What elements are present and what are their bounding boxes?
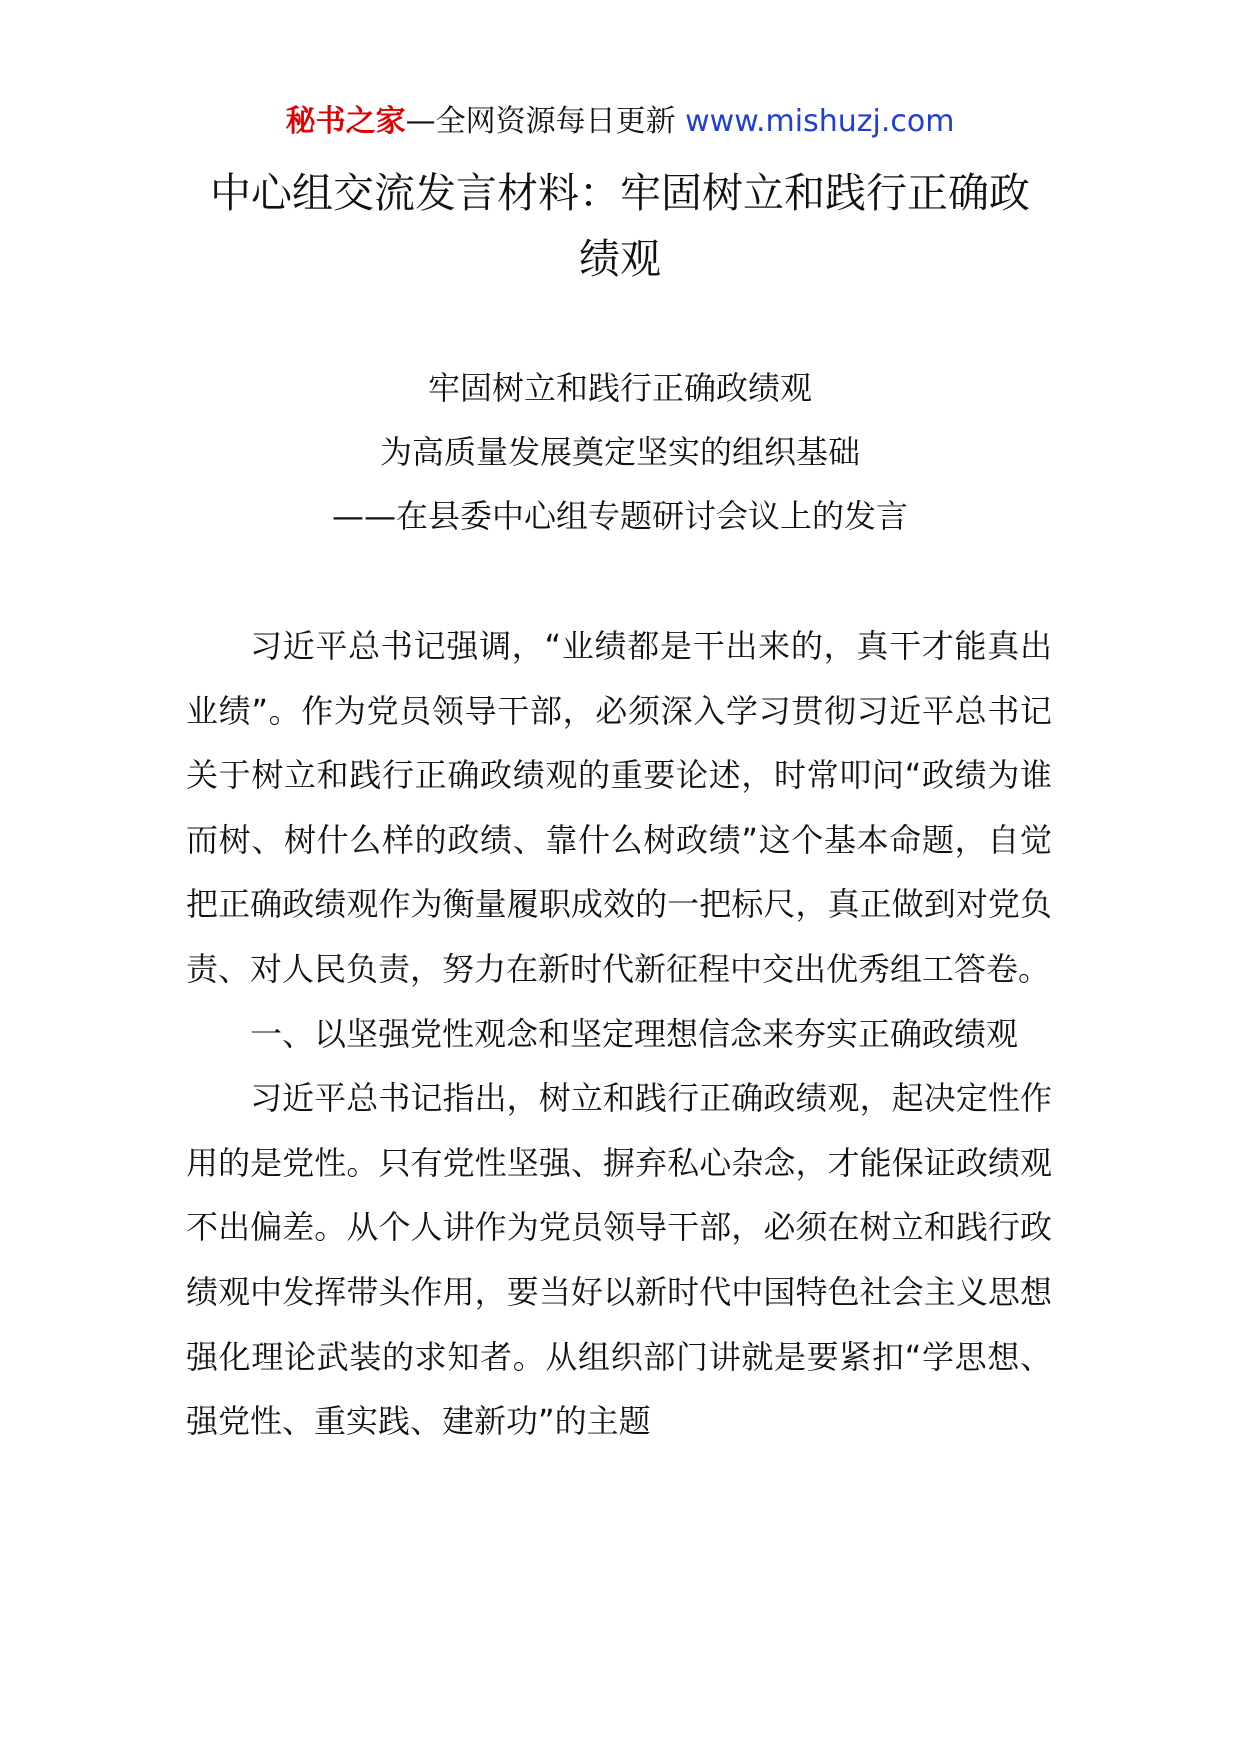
document-body — [186, 614, 1052, 1454]
document-title: 中心组交流发言材料：牢固树立和践行正确政绩观 — [210, 169, 1030, 283]
subtitle-line-1: 牢固树立和践行正确政绩观 — [427, 369, 812, 407]
section-heading-1: 一、以坚强党性观念和坚定理想信念来夯实正确政绩观 — [250, 1014, 1019, 1053]
site-header — [0, 100, 1240, 144]
document-subtitle — [200, 356, 1040, 548]
body-paragraph-intro: 习近平总书记强调，“业绩都是干出来的，真干才能真出业绩”。作为党员领导干部，必须深入学习贯彻习近平总书记关于树立和践行正确政绩观的重要论述，时常叩问“政绩为谁而树、树什么样的政绩、靠什么树政绩”这个基本命题，自觉把正确政绩观作为衡量履职成效的一把标尺，真正做到对党负责、对人民负责，努力在新时代新征程中交出优秀组工答卷。 — [186, 627, 1052, 988]
subtitle-line-2: 为高质量发展奠定坚实的组织基础 — [379, 433, 860, 471]
subtitle-line-3: ——在县委中心组专题研讨会议上的发言 — [331, 497, 908, 535]
site-tagline: —全网资源每日更新 — [405, 104, 686, 139]
site-url-link[interactable]: www.mishuzj.com — [685, 104, 955, 139]
site-brand: 秘书之家 — [285, 104, 406, 139]
body-paragraph-section-1: 习近平总书记指出，树立和践行正确政绩观，起决定性作用的是党性。只有党性坚强、摒弃私心杂念，才能保证政绩观不出偏差。从个人讲作为党员领导干部，必须在树立和践行政绩观中发挥带头作用，要当好以新时代中国特色社会主义思想强化理论武装的求知者。从组织部门讲就是要紧扣“学思想、强党性、重实践、建新功”的主题 — [186, 1079, 1052, 1441]
